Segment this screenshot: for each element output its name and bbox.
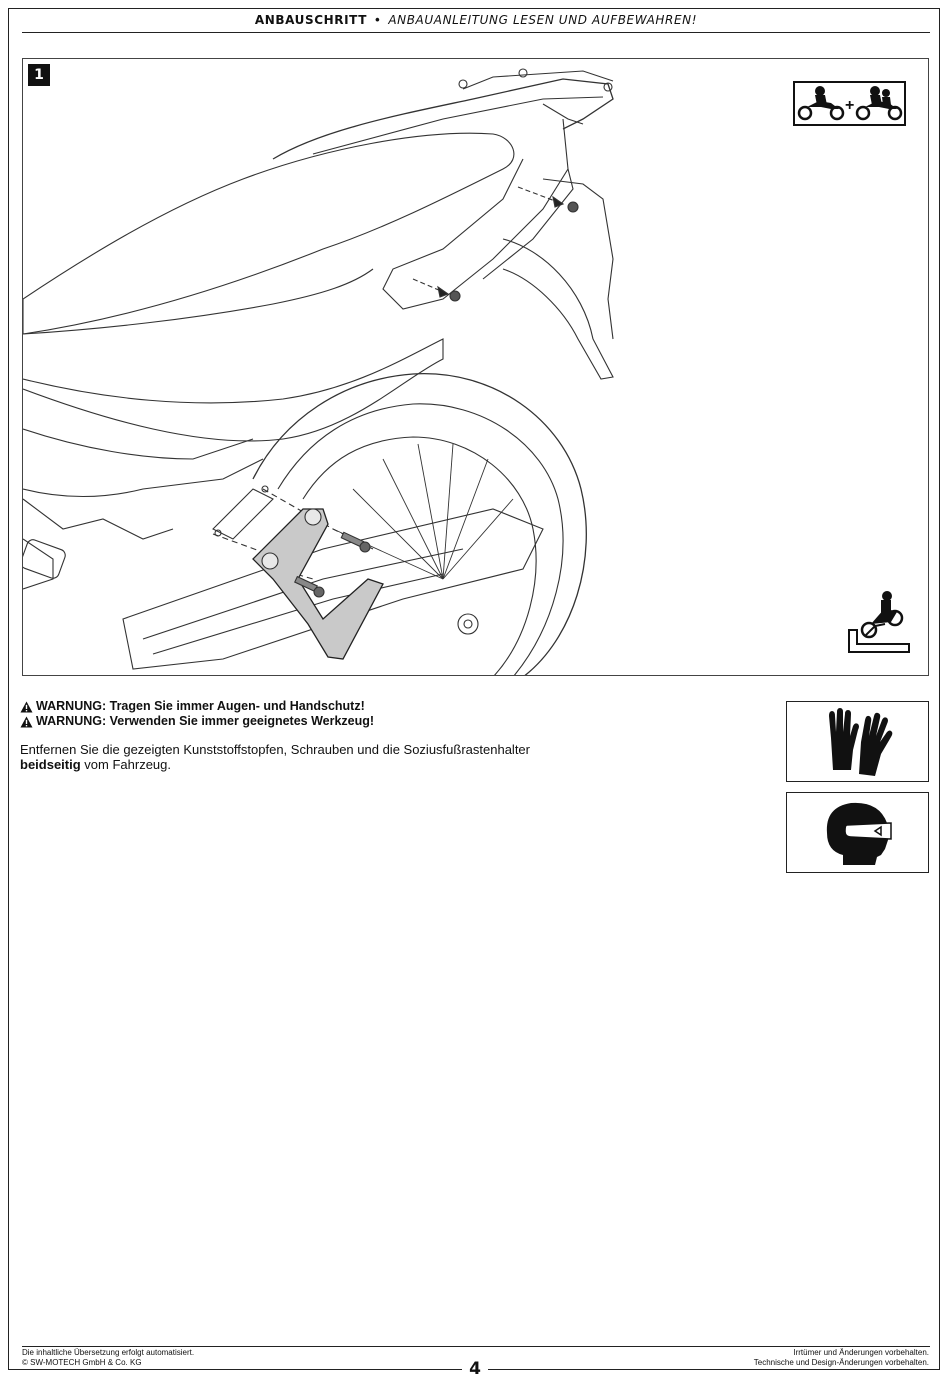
motorcycle-rear-drawing bbox=[23, 59, 929, 676]
warning-line bbox=[20, 699, 374, 714]
warning-text: Verwenden Sie immer geeignetes Werkzeug! bbox=[109, 714, 375, 728]
step-number-badge: 1 bbox=[28, 64, 50, 86]
warning-label: WARNUNG: bbox=[36, 714, 107, 728]
footer-copyright: © SW-MOTECH GmbH & Co. KG bbox=[22, 1358, 142, 1367]
header-rule bbox=[22, 32, 930, 33]
page-number: 4 bbox=[462, 1360, 488, 1378]
warning-triangle-icon bbox=[20, 701, 33, 713]
gloves-pictogram-box bbox=[786, 701, 929, 782]
footer-disclaimer-1: Irrtümer und Änderungen vorbehalten. bbox=[793, 1348, 929, 1357]
motorcycle-on-stand-graphic bbox=[845, 588, 913, 654]
two-riders-icon bbox=[793, 81, 906, 126]
footer-rule bbox=[22, 1346, 930, 1347]
warning-line bbox=[20, 714, 374, 729]
eye-protection-icon bbox=[787, 793, 928, 872]
header-subtitle: ANBAUANLEITUNG LESEN UND AUFBEWAHREN! bbox=[388, 13, 698, 27]
header-title: ANBAUSCHRITT bbox=[254, 13, 368, 27]
header-separator: • bbox=[375, 12, 381, 27]
protective-gloves-icon bbox=[787, 702, 928, 781]
eye-protection-pictogram-box bbox=[786, 792, 929, 873]
page-header bbox=[22, 12, 930, 32]
motorcycle-on-stand-icon bbox=[845, 588, 913, 654]
warning-text: Tragen Sie immer Augen- und Handschutz! bbox=[109, 699, 365, 713]
instruction-before: Entfernen Sie die gezeigten Kunststoffstopfen, Schrauben und die Soziusfußrastenhalter bbox=[20, 742, 530, 757]
warning-triangle-icon bbox=[20, 716, 33, 728]
footer-disclaimer-2: Technische und Design-Änderungen vorbehalten. bbox=[753, 1358, 929, 1367]
footer-left bbox=[22, 1348, 194, 1368]
warnings-block bbox=[20, 699, 374, 729]
footer-translation-note: Die inhaltliche Übersetzung erfolgt automatisiert. bbox=[22, 1348, 195, 1357]
warning-label: WARNUNG: bbox=[36, 699, 107, 713]
svg-text:+: + bbox=[845, 97, 855, 114]
assembly-illustration bbox=[22, 58, 929, 676]
instruction-text bbox=[20, 742, 560, 772]
instruction-bold: beidseitig bbox=[20, 757, 81, 772]
footer-right bbox=[754, 1348, 929, 1368]
instruction-after: vom Fahrzeug. bbox=[80, 757, 172, 772]
two-riders-graphic bbox=[795, 83, 904, 124]
